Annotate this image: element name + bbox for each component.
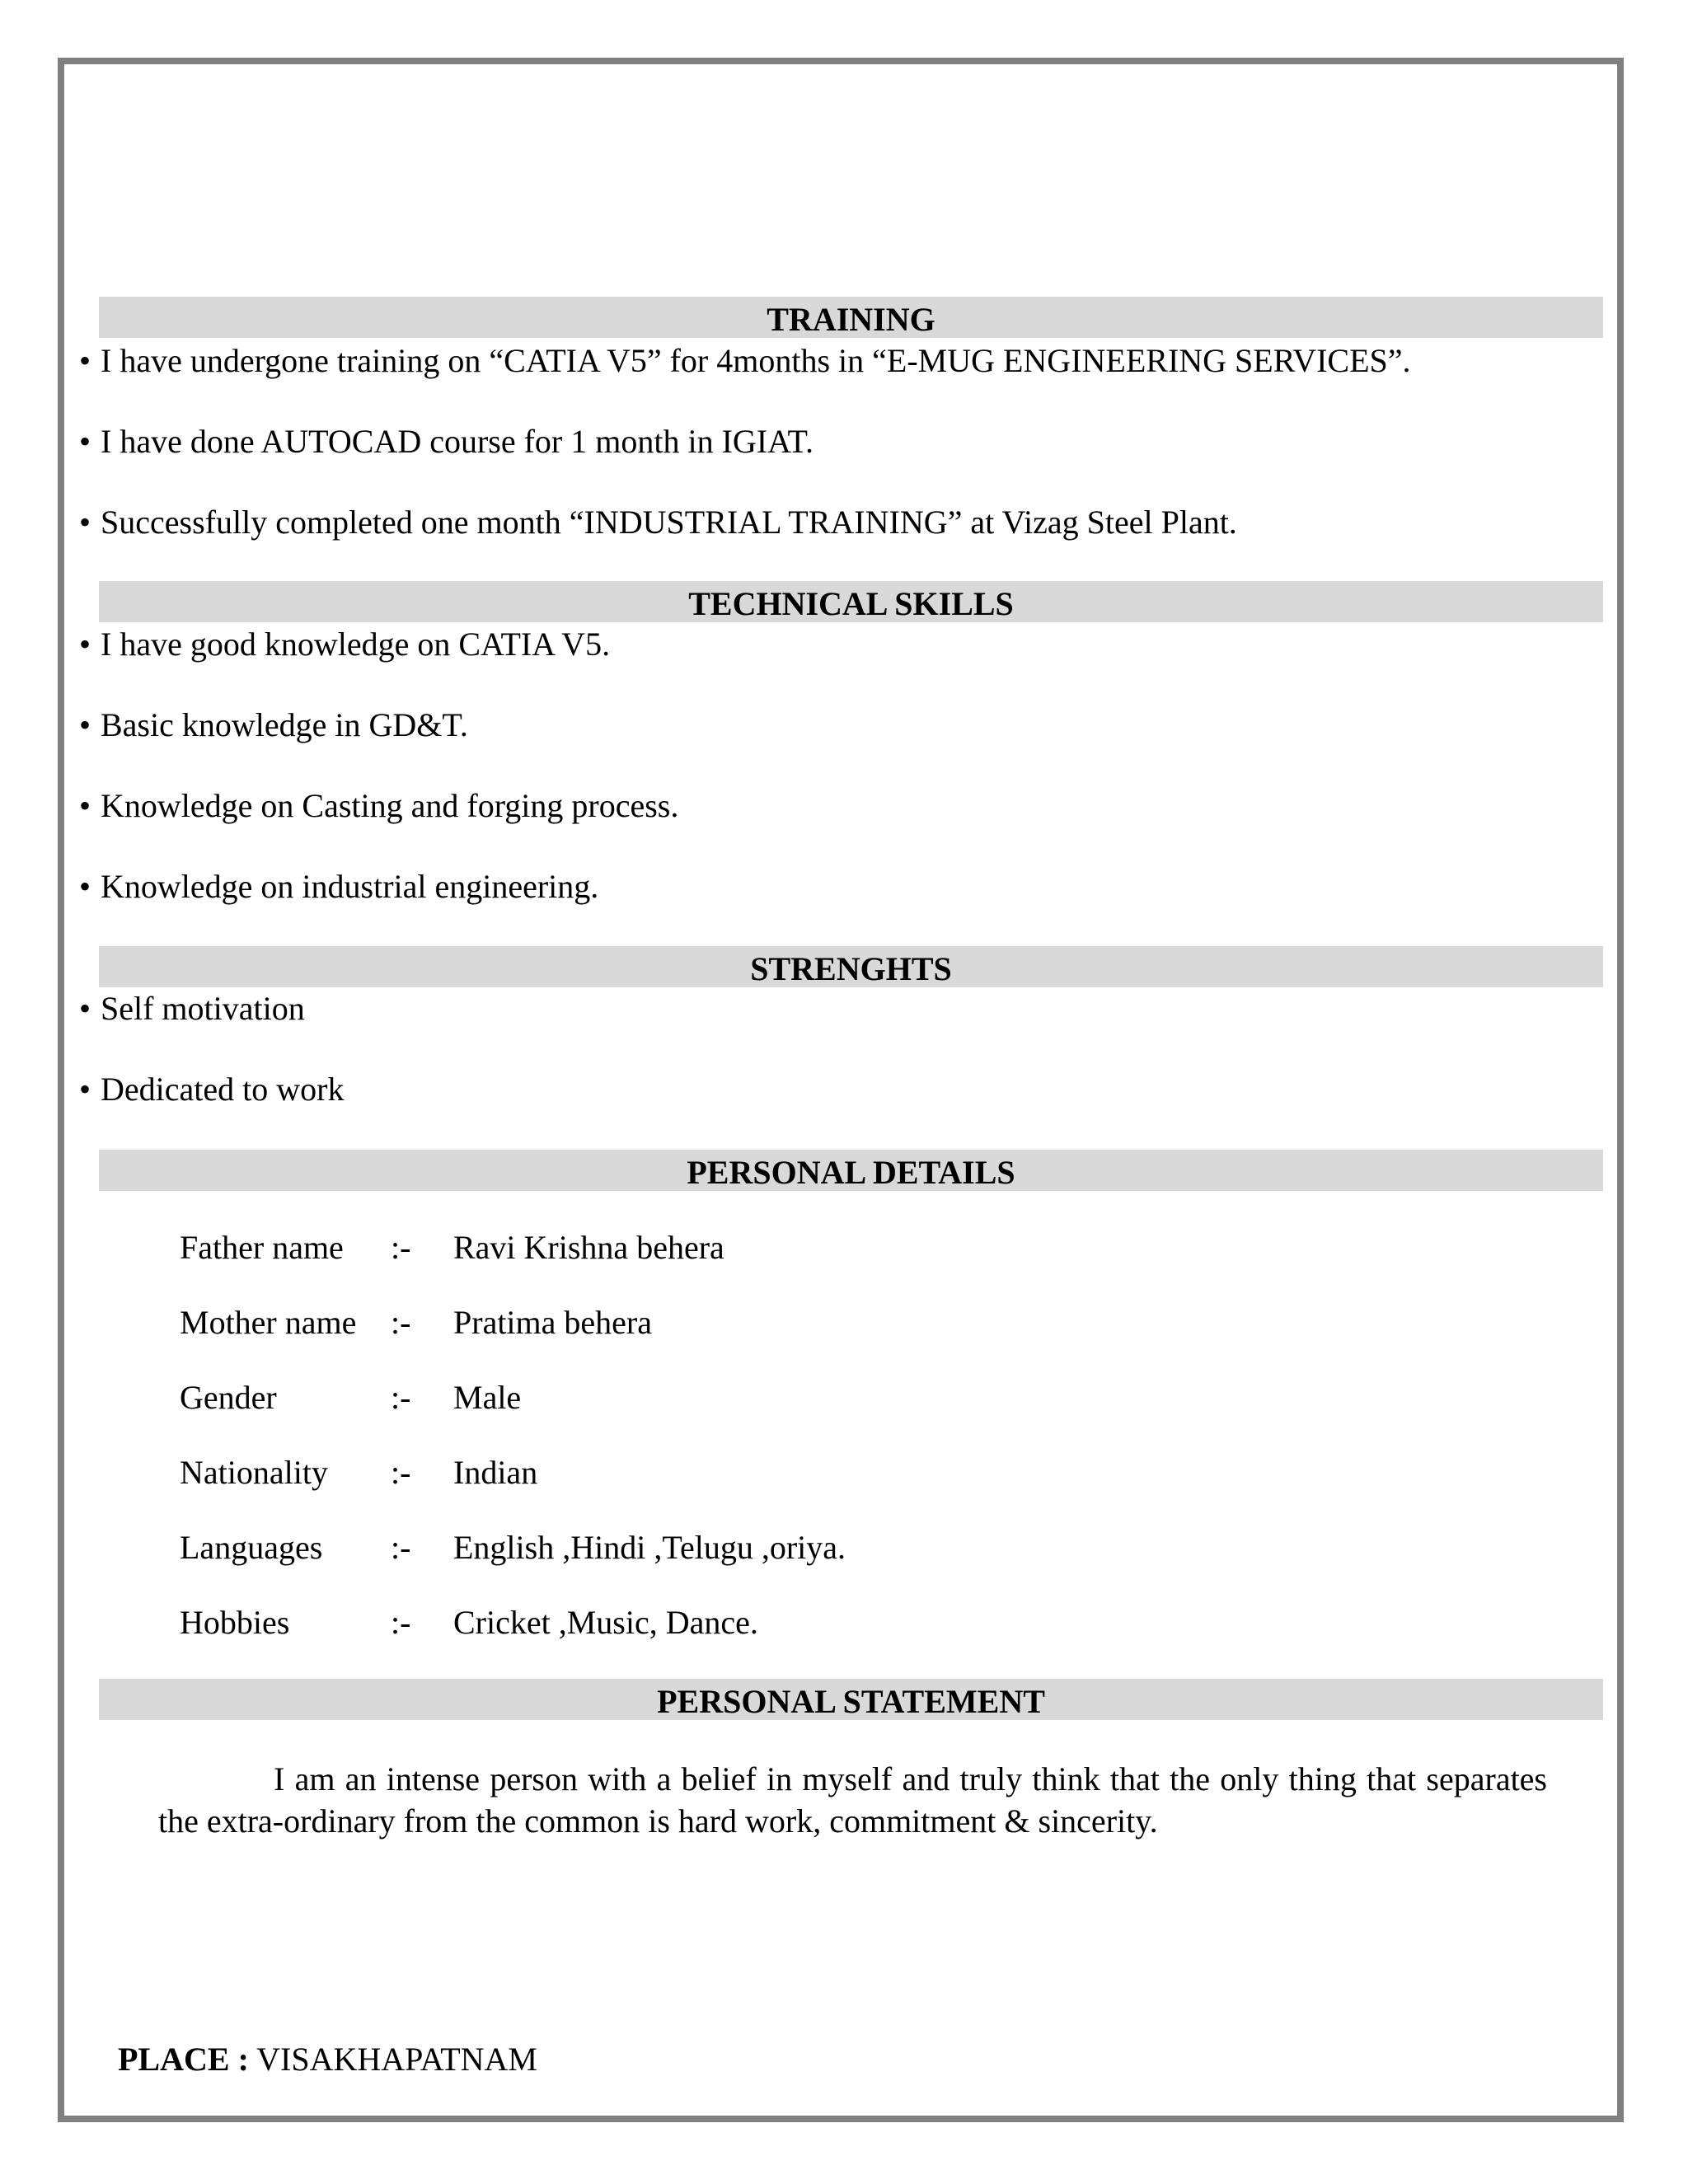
bullet-icon: • [79,990,91,1027]
detail-value: Cricket ,Music, Dance. [453,1604,758,1641]
bullet-icon: • [79,342,91,379]
personal-detail-row [180,1303,652,1343]
technical-skill-item [79,705,468,745]
detail-label: Languages [180,1529,323,1566]
detail-value: Pratima behera [453,1304,652,1341]
detail-separator: :- [391,1304,411,1341]
technical-skill-item [79,867,598,907]
bullet-icon: • [79,504,91,541]
personal-detail-row [180,1453,537,1493]
training-item-text: Successfully completed one month “INDUSTRIAL TRAINING” at Vizag Steel Plant. [101,504,1237,541]
section-heading-strengths: STRENGHTS [99,946,1603,987]
strength-item [79,989,305,1029]
training-item-text: I have done AUTOCAD course for 1 month in IGIAT. [101,423,814,460]
training-item-text: I have undergone training on “CATIA V5” for 4months in “E-MUG ENGINEERING SERVICES”. [101,342,1411,379]
strength-item [79,1070,344,1109]
section-heading-personal-statement: PERSONAL STATEMENT [99,1679,1603,1720]
bullet-icon: • [79,868,91,905]
detail-separator: :- [391,1229,411,1266]
personal-statement-text: I am an intense person with a belief in myself and truly think that the only thing that separates the extra-ordinary from the common is hard work, commitment & sincerity. [158,1760,1547,1840]
place-line [118,2040,537,2079]
technical-skill-item [79,786,678,826]
bullet-icon: • [79,1071,91,1108]
personal-detail-row [180,1378,521,1418]
detail-value: Male [453,1379,522,1416]
detail-value: Ravi Krishna behera [453,1229,724,1266]
bullet-icon: • [79,423,91,460]
bullet-icon: • [79,787,91,824]
technical-skill-text: I have good knowledge on CATIA V5. [101,626,611,663]
bullet-icon: • [79,626,91,663]
detail-separator: :- [391,1379,411,1416]
section-heading-technical-skills: TECHNICAL SKILLS [99,581,1603,622]
strength-text: Self motivation [101,990,305,1027]
personal-detail-row [180,1603,758,1643]
training-item [79,341,1411,381]
personal-detail-row [180,1528,846,1568]
technical-skill-text: Basic knowledge in GD&T. [101,706,468,743]
training-item [79,503,1237,542]
detail-value: English ,Hindi ,Telugu ,oriya. [453,1529,846,1566]
bullet-icon: • [79,706,91,743]
detail-label: Mother name [180,1304,357,1341]
detail-label: Nationality [180,1454,328,1491]
section-heading-personal-details: PERSONAL DETAILS [99,1150,1603,1191]
detail-label: Gender [180,1379,277,1416]
detail-label: Hobbies [180,1604,290,1641]
detail-label: Father name [180,1229,344,1266]
detail-value: Indian [453,1454,538,1491]
detail-separator: :- [391,1454,411,1491]
detail-separator: :- [391,1529,411,1566]
training-item [79,422,814,462]
technical-skill-text: Knowledge on industrial engineering. [101,868,599,905]
strength-text: Dedicated to work [101,1071,345,1108]
place-value: VISAKHAPATNAM [256,2041,537,2078]
technical-skill-text: Knowledge on Casting and forging process. [101,787,679,824]
detail-separator: :- [391,1604,411,1641]
place-label: PLACE : [118,2041,249,2078]
technical-skill-item [79,625,610,664]
personal-detail-row [180,1228,724,1268]
section-heading-training: TRAINING [99,297,1603,338]
